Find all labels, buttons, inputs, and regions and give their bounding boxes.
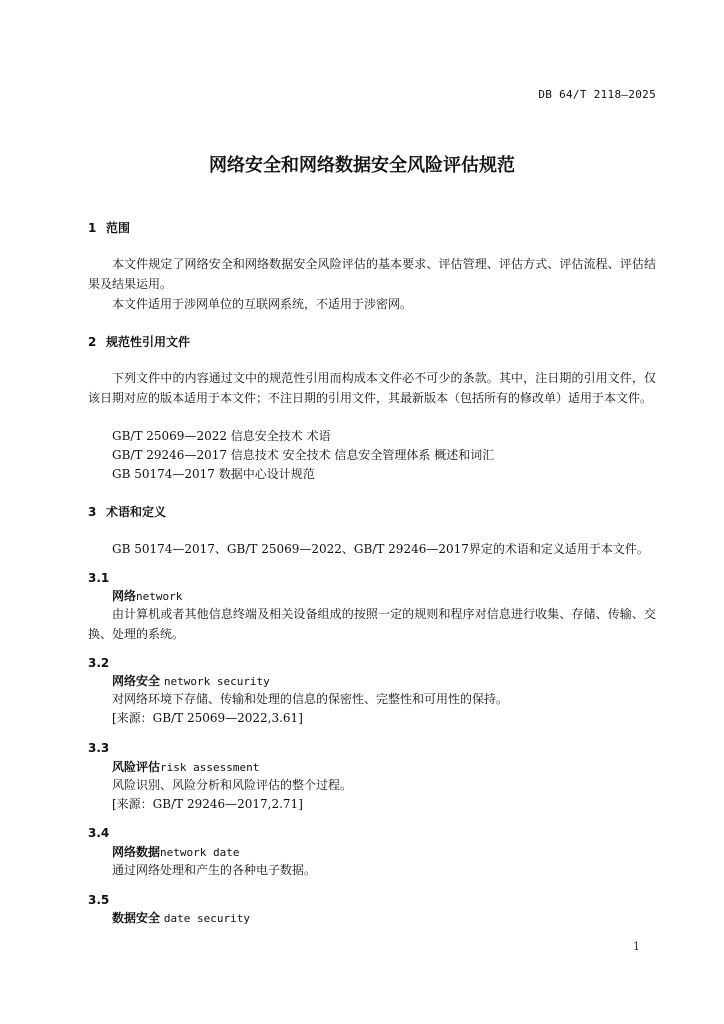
- term-number: 3.1: [88, 571, 110, 585]
- section-number: 3: [88, 505, 97, 519]
- page-number: 1: [633, 940, 640, 953]
- paragraph: 下列文件中的内容通过文中的规范性引用而构成本文件必不可少的条款。其中，注日期的引用文件，仅该日期对应的版本适用于本文件；不注日期的引用文件，其最新版本（包括所有的修改单）适用于本文件。: [88, 371, 656, 405]
- document-title: 网络安全和网络数据安全风险评估规范: [209, 155, 515, 176]
- section-title: 术语和定义: [106, 505, 167, 519]
- term-definition: 风险识别、风险分析和风险评估的整个过程。: [112, 778, 353, 792]
- section-3-heading: [88, 503, 166, 520]
- term-source: [来源：GB/T 29246—2017,2.71]: [112, 797, 303, 811]
- term-zh: 网络: [112, 589, 137, 603]
- term-en: risk assessment: [160, 761, 260, 774]
- term-definition: 对网络环境下存储、传输和处理的信息的保密性、完整性和可用性的保持。: [112, 692, 509, 706]
- term-zh: 网络数据: [112, 845, 161, 859]
- section-title: 范围: [106, 221, 131, 235]
- term-definition: 由计算机或者其他信息终端及相关设备组成的按照一定的规则和程序对信息进行收集、存储、传输、交换、处理的系统。: [88, 607, 656, 641]
- term-en: network security: [163, 675, 270, 688]
- term-number: 3.2: [88, 656, 110, 670]
- section-number: 1: [88, 221, 97, 235]
- paragraph: 本文件适用于涉网单位的互联网系统，不适用于涉密网。: [112, 297, 413, 311]
- term-number: 3.5: [88, 893, 110, 907]
- section-number: 2: [88, 335, 97, 349]
- term-definition: 通过网络处理和产生的各种电子数据。: [112, 863, 317, 877]
- term-en: date security: [163, 912, 250, 925]
- section-1-heading: [88, 219, 130, 236]
- term-zh: 数据安全: [112, 911, 161, 925]
- term-en: network: [136, 590, 183, 603]
- section-title: 规范性引用文件: [106, 335, 191, 349]
- term-source: [来源：GB/T 25069—2022,3.61]: [112, 711, 303, 725]
- paragraph: GB 50174—2017、GB/T 25069—2022、GB/T 29246—2017界定的术语和定义适用于本文件。: [112, 542, 649, 556]
- term-zh: 网络安全: [112, 674, 161, 688]
- reference-item: GB/T 25069—2022 信息安全技术 术语: [112, 429, 331, 443]
- reference-item: GB/T 29246—2017 信息技术 安全技术 信息安全管理体系 概述和词汇: [112, 448, 495, 462]
- term-en: network date: [160, 846, 240, 859]
- reference-item: GB 50174—2017 数据中心设计规范: [112, 467, 315, 481]
- term-number: 3.4: [88, 826, 110, 840]
- term-zh: 风险评估: [112, 760, 161, 774]
- standard-number: DB 64/T 2118—2025: [538, 88, 656, 101]
- section-2-heading: [88, 333, 190, 350]
- paragraph: 本文件规定了网络安全和网络数据安全风险评估的基本要求、评估管理、评估方式、评估流程、评估结果及结果运用。: [88, 257, 656, 291]
- term-number: 3.3: [88, 741, 110, 755]
- term-heading: [112, 908, 250, 929]
